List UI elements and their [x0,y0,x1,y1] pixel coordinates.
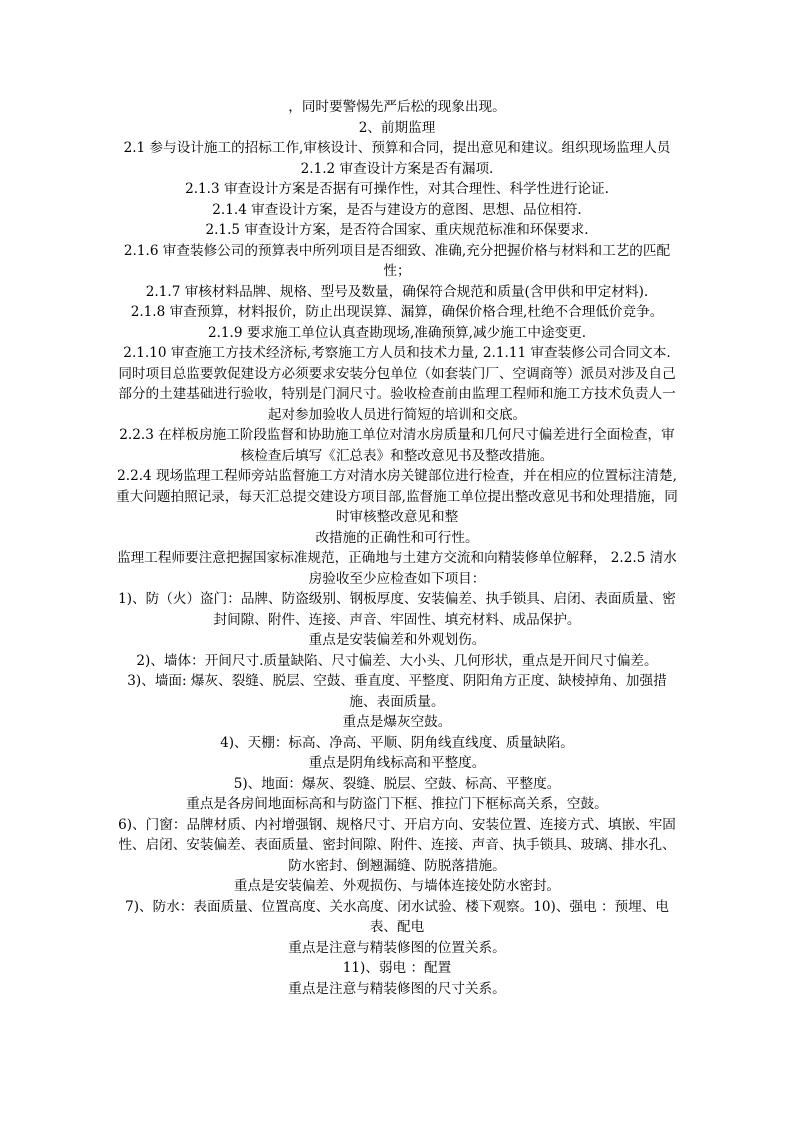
key-point-windows: 重点是安装偏差、外观损伤、与墙体连接处防水密封。 [233,878,561,894]
checklist-item-windows: 6)、门窗：品牌材质、内衬增强钢、规格尺寸、开启方向、安装位置、连接方式、填嵌、牢固性、启闭、安装偏差、表面质量、密封间隙、附件、连接、声音、执手锁具、玻璃、排水孔、防水密封、倒翘漏缝、防脱落措施。 [118,816,676,874]
key-point-door: 重点是安装偏差和外观划伤。 [308,632,486,648]
key-point-weak-current: 重点是注意与精装修图的尺寸关系。 [288,980,506,997]
checklist-item-wall-surface: 3)、墙面: 爆灰、裂缝、脱层、空鼓、垂直度、平整度、阴阳角方正度、缺棱掉角、加强措施、表面质量。 [127,673,667,710]
text-line-9: 2.1.7 审核材料品牌、规格、型号及数量，确保符合规范和质量(含甲供和甲定材料). [145,283,649,300]
text-line-16: 改措施的正确性和可行性。 [315,529,479,546]
text-line-3: 2.1 参与设计施工的招标工作,审核设计、预算和合同，提出意见和建议。组织现场监理人员 [123,140,671,156]
text-paragraph-14: 2.2.3 在样板房施工阶段监督和协助施工单位对清水房质量和几何尺寸偏差进行全面检查，审核检查后填写《汇总表》和整改意见书及整改措施。 [119,427,675,464]
text-line-5: 2.1.3 审查设计方案是否据有可操作性，对其合理性、科学性进行论证. [185,181,609,197]
text-paragraph-13: 同时项目总监要敦促建设方必须要求安装分包单位（如套装门厂、空调商等）派员对涉及自己部分的土建基础进行验收，特别是门洞尺寸。验收检查前由监理工程师和施工方技术负责人一起对参加验收人员进行简短的培训和交底。 [118,365,676,423]
key-point-wall-surface: 重点是爆灰空鼓。 [342,714,452,730]
text-paragraph-15: 2.2.4 现场监理工程师旁站监督施工方对清水房关键部位进行检查，并在相应的位置标注清楚,重大问题拍照记录，每天汇总提交建设方项目部,监督施工单位提出整改意见书和处理措施，同时审核整改意见和整 [116,468,678,525]
checklist-item-door: 1)、防（火）盗门：品牌、防盗级别、钢板厚度、安装偏差、执手锁具、启闭、表面质量、密封间隙、附件、连接、声音、牢固性、填充材料、成品保护。 [118,591,676,628]
text-line-4: 2.1.2 审查设计方案是否有漏项. [300,160,494,177]
text-line-10: 2.1.8 审查预算，材料报价，防止出现误算、漏算，确保价格合理,杜绝不合理低价竞争。 [130,304,664,320]
checklist-item-ceiling: 4)、天棚：标高、净高、平顺、阴角线直线度、质量缺陷。 [220,734,574,751]
text-line-1: ，同时要警惕先严后松的现象出现。 [288,99,506,115]
key-point-electrical: 重点是注意与精装修图的位置关系。 [288,939,506,956]
checklist-item-waterproof: 7)、防水：表面质量、位置高度、关水高度、闭水试验、楼下观察。10)、强电 ：预埋、电表、配电 [125,898,669,935]
text-line-12: 2.1.10 审查施工方技术经济标,考察施工方人员和技术力量, 2.1.11 审查装修公司合同文本. [123,345,671,361]
checklist-item-floor: 5)、地面：爆灰、裂缝、脱层、空鼓、标高、平整度。 [233,775,561,792]
key-point-ceiling: 重点是阴角线标高和平整度。 [308,755,486,771]
checklist-item-weak-current: 11)、弱电 ：配置 [342,960,452,976]
text-line-6: 2.1.4 审查设计方案，是否与建设方的意图、思想、品位相符. [212,201,582,218]
checklist-item-wall: 2)、墙体：开间尺寸.质量缺陷、尺寸偏差、大小头、几何形状，重点是开间尺寸偏差。 [136,652,658,669]
key-point-floor: 重点是各房间地面标高和与防盗门下框、推拉门下框标高关系，空鼓。 [186,796,608,812]
text-paragraph-17: 监理工程师要注意把握国家标准规范，正确地与土建方交流和向精装修单位解释， 2.2.5 清水房验收至少应检查如下项目： [117,550,677,587]
text-line-7: 2.1.5 审查设计方案，是否符合国家、重庆规范标准和环保要求. [205,222,589,238]
text-line-11: 2.1.9 要求施工单位认真查勘现场,准确预算,减少施工中途变更. [207,324,587,341]
text-line-8: 2.1.6 审查装修公司的预算表中所列项目是否细致、准确,充分把握价格与材料和工艺的匹配性； [123,242,671,279]
document-body [115,97,679,999]
section-heading: 2、前期监理 [358,119,436,136]
